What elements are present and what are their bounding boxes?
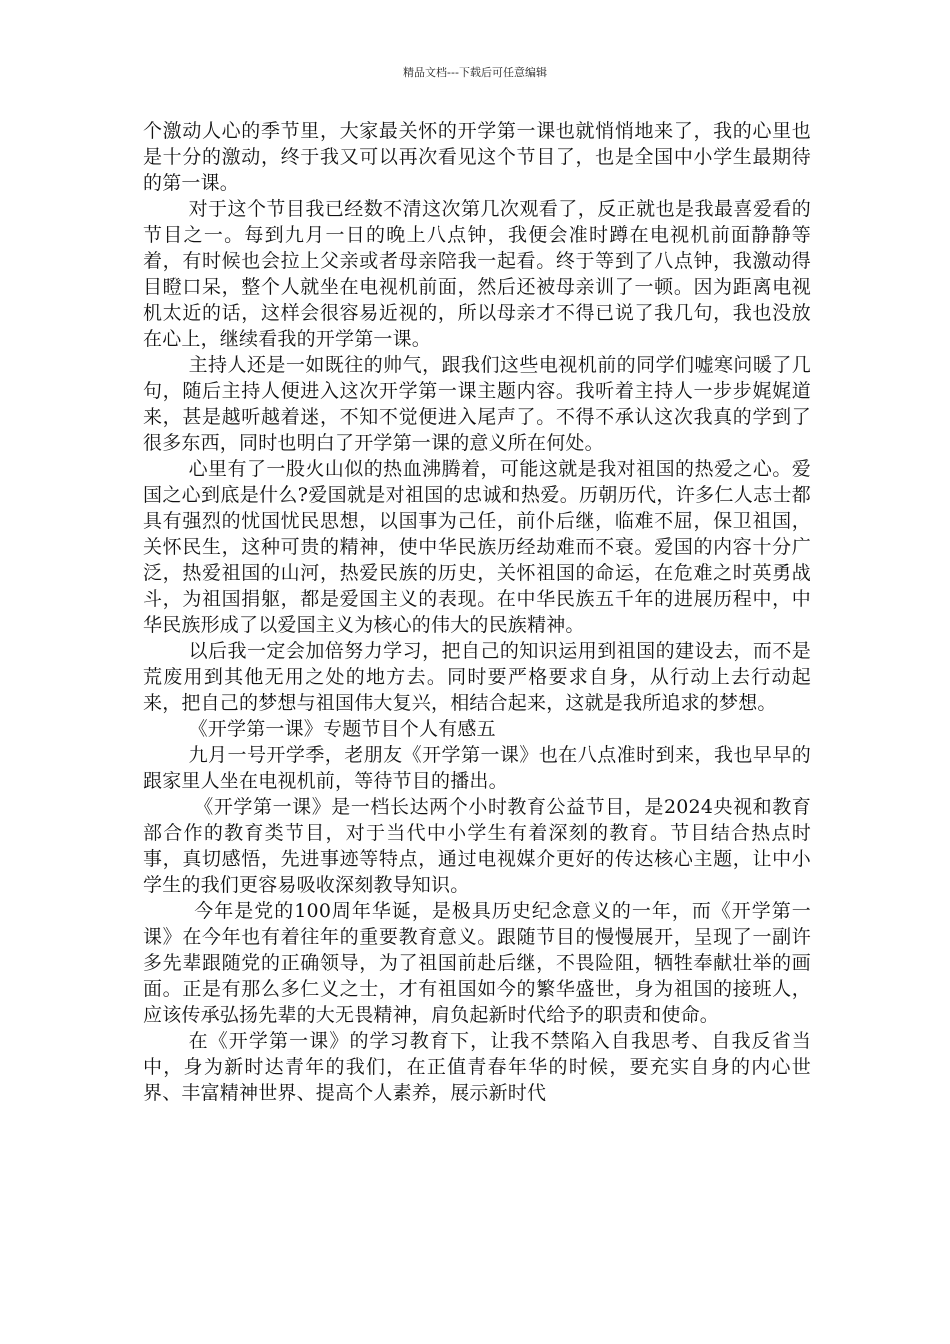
- paragraph-5: 以后我一定会加倍努力学习，把自己的知识运用到祖国的建设去，而不是荒废用到其他无用之处的地方去。同时要严格要求自身，从行动上去行动起来，把自己的梦想与祖国伟大复兴，相结合起来，这就是我所追求的梦想。: [143, 640, 811, 714]
- section-title: 《开学第一课》专题节目个人有感五: [188, 718, 496, 740]
- document-body: [143, 118, 811, 1106]
- paragraph-1: 个激动人心的季节里，大家最关怀的开学第一课也就悄悄地来了，我的心里也是十分的激动，终于我又可以再次看见这个节目了，也是全国中小学生最期待的第一课。: [143, 120, 811, 194]
- page-header: 精品文档---下载后可任意编辑: [403, 66, 547, 79]
- paragraph-9: 在《开学第一课》的学习教育下，让我不禁陷入自我思考、自我反省当中，身为新时达青年的我们，在正值青春年华的时候，要充实自身的内心世界、丰富精神世界、提高个人素养，展示新时代: [143, 1030, 811, 1104]
- paragraph-4: 心里有了一股火山似的热血沸腾着，可能这就是我对祖国的热爱之心。爱国之心到底是什么?爱国就是对祖国的忠诚和热爱。历朝历代，许多仁人志士都具有强烈的忧国忧民思想，以国事为己任，前仆后继，临难不屈，保卫祖国，关怀民生，这种可贵的精神，使中华民族历经劫难而不衰。爱国的内容十分广泛，热爱祖国的山河，热爱民族的历史，关怀祖国的命运，在危难之时英勇战斗，为祖国捐躯，都是爱国主义的表现。在中华民族五千年的进展历程中，中华民族形成了以爱国主义为核心的伟大的民族精神。: [143, 458, 811, 636]
- paragraph-3: 主持人还是一如既往的帅气，跟我们这些电视机前的同学们嘘寒问暖了几句，随后主持人便进入这次开学第一课主题内容。我听着主持人一步步娓娓道来，甚是越听越着迷，不知不觉便进入尾声了。不得不承认这次我真的学到了很多东西，同时也明白了开学第一课的意义所在何处。: [143, 354, 811, 454]
- paragraph-6: 九月一号开学季，老朋友《开学第一课》也在八点准时到来，我也早早的跟家里人坐在电视机前，等待节目的播出。: [143, 744, 811, 792]
- paragraph-7: 《开学第一课》是一档长达两个小时教育公益节目，是2024央视和教育部合作的教育类节目，对于当代中小学生有着深刻的教育。节目结合热点时事，真切感悟，先进事迹等特点，通过电视媒介更好的传达核心主题，让中小学生的我们更容易吸收深刻教导知识。: [143, 796, 811, 896]
- paragraph-8: 今年是党的100周年华诞，是极具历史纪念意义的一年，而《开学第一课》在今年也有着往年的重要教育意义。跟随节目的慢慢展开，呈现了一副许多先辈跟随党的正确领导，为了祖国前赴后继，不畏险阻，牺牲奉献壮举的画面。正是有那么多仁义之士，才有祖国如今的繁华盛世，身为祖国的接班人，应该传承弘扬先辈的大无畏精神，肩负起新时代给予的职责和使命。: [143, 900, 811, 1026]
- paragraph-2: 对于这个节目我已经数不清这次第几次观看了，反正就也是我最喜爱看的节目之一。每到九月一日的晚上八点钟，我便会准时蹲在电视机前面静静等着，有时候也会拉上父亲或者母亲陪我一起看。终于等到了八点钟，我激动得目瞪口呆，整个人就坐在电视机前面，然后还被母亲训了一顿。因为距离电视机太近的话，这样会很容易近视的，所以母亲才不得已说了我几句，我也没放在心上，继续看我的开学第一课。: [143, 198, 811, 350]
